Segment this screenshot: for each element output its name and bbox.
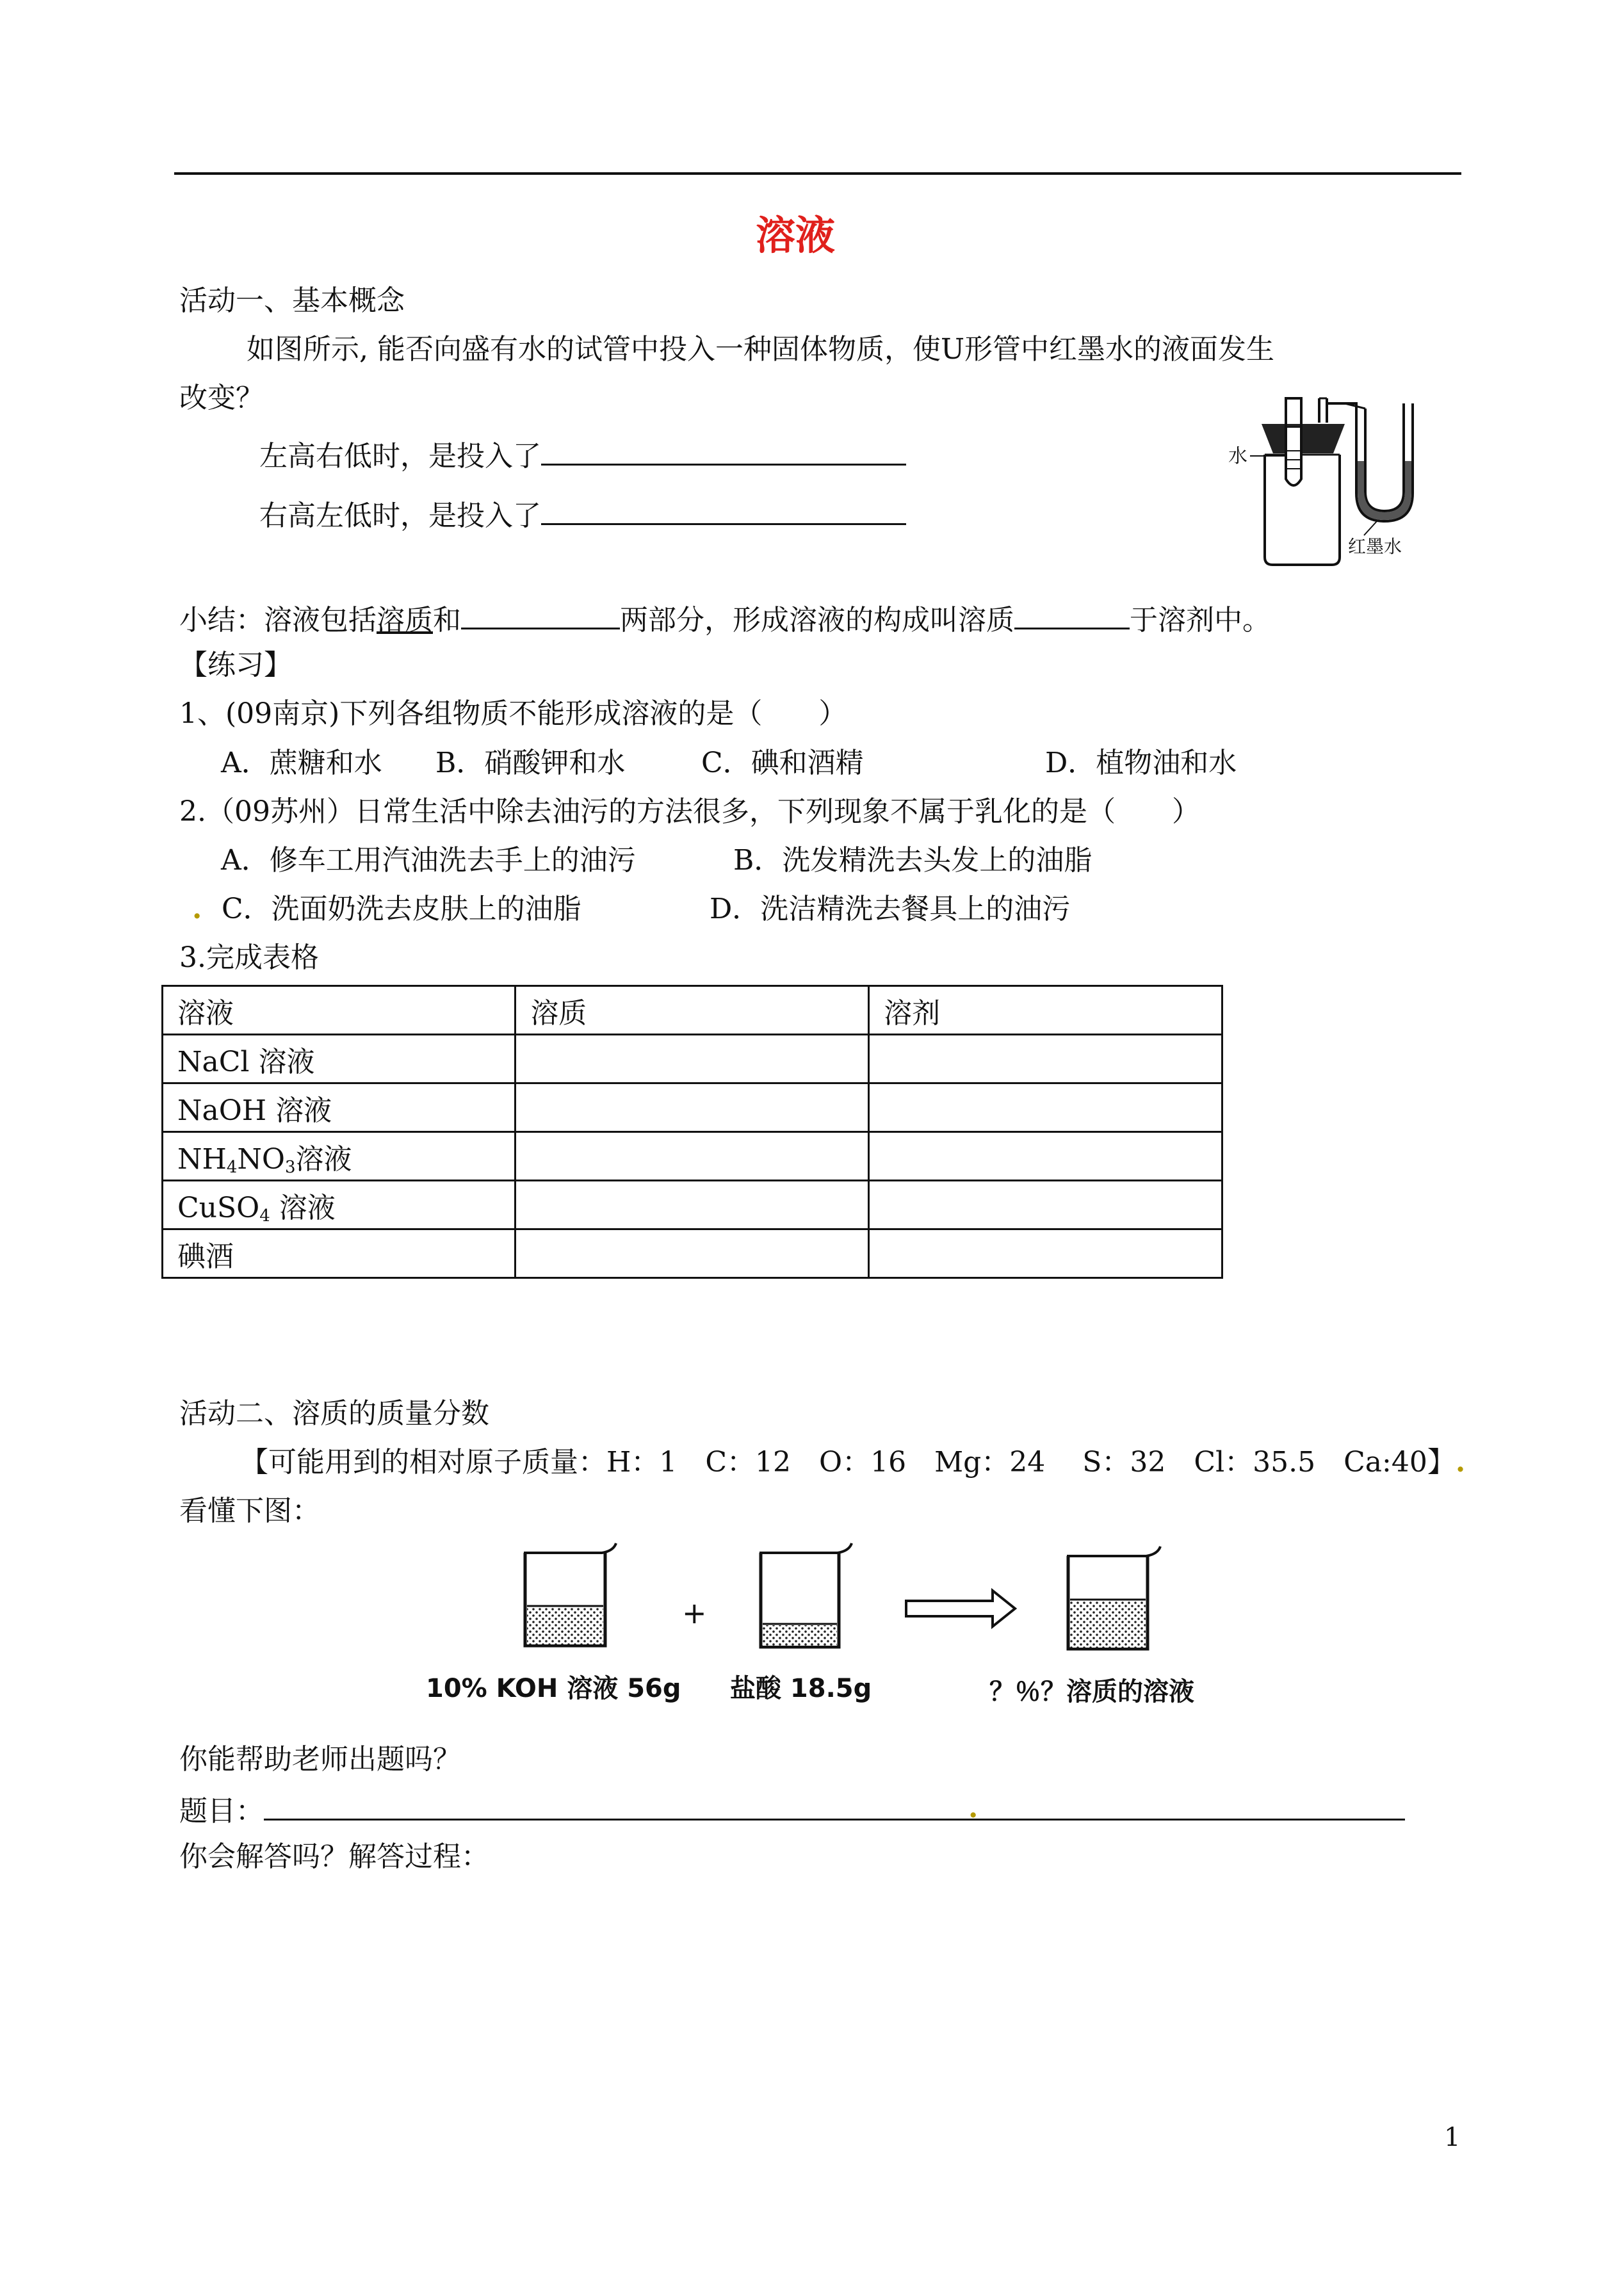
beaker-2 (759, 1543, 852, 1647)
question1: 1、(09南京)下列各组物质不能形成溶液的是（ ） (179, 697, 847, 730)
summary-and: 和 (433, 604, 461, 637)
blank2-answer-line[interactable] (541, 495, 906, 525)
table-cell-solution (163, 1083, 516, 1132)
formula-suffix: 溶液 (275, 1094, 332, 1127)
table-row (163, 1035, 1222, 1083)
formula-suffix: 溶液 (295, 1142, 352, 1176)
summary-end: 于溶剂中。 (1130, 604, 1271, 637)
beaker-3 (1067, 1546, 1160, 1649)
summary-blank1[interactable] (461, 599, 620, 629)
table-cell-solution (163, 1132, 516, 1181)
topic-label: 题目： (179, 1795, 264, 1828)
question2: 2.（09苏州）日常生活中除去油污的方法很多，下列现象不属于乳化的是（ ） (179, 795, 1200, 828)
margin-dot-mark: . (192, 893, 222, 925)
table-header-row (163, 986, 1222, 1035)
reaction-arrow-icon (906, 1591, 1015, 1626)
table-cell-solvent-input[interactable] (869, 1083, 1222, 1132)
table-cell-solvent-input[interactable] (869, 1229, 1222, 1278)
blank2-row (259, 495, 906, 534)
summary-prefix: 小结：溶液包括 (179, 604, 377, 637)
water-label: 水 (1228, 445, 1247, 467)
summary-solute: 溶质 (377, 604, 433, 637)
blank1-row (259, 435, 906, 474)
table-cell-solution (163, 1229, 516, 1278)
result-label: ？％？溶质的溶液 (989, 1677, 1194, 1707)
table-row (163, 1132, 1222, 1181)
summary-line (179, 599, 1271, 638)
q1-option-c: C．碘和酒精 (701, 747, 864, 779)
table-row (163, 1181, 1222, 1229)
beaker-reaction-diagram (410, 1537, 1242, 1716)
formula-subscript2: 3 (285, 1157, 296, 1177)
table-cell-solution (163, 1035, 516, 1083)
activity1-question-line1: 如图所示, 能否向盛有水的试管中投入一种固体物质，使U形管中红墨水的液面发生 (247, 333, 1275, 366)
table-header-solution: 溶液 (163, 986, 516, 1035)
see-diagram-label: 看懂下图： (179, 1495, 320, 1527)
formula-subscript: 4 (259, 1206, 270, 1226)
table-cell-solute-input[interactable] (516, 1035, 869, 1083)
table-header-solvent: 溶剂 (869, 986, 1222, 1035)
help-teacher-prompt: 你能帮助老师出题吗？ (179, 1743, 461, 1776)
formula: 碘酒 (177, 1240, 234, 1273)
blank2-label: 右高左低时，是投入了 (259, 499, 541, 532)
formula: NaCl (177, 1045, 250, 1078)
q2-option-c: C．洗面奶洗去皮肤上的油脂 (221, 893, 581, 925)
formula-part2: NO (237, 1142, 285, 1176)
topic-row (179, 1790, 1405, 1829)
red-ink-label: 红墨水 (1348, 536, 1402, 557)
table-cell-solution (163, 1181, 516, 1229)
q1-option-a: A．蔗糖和水 (221, 747, 382, 779)
formula-suffix: 溶液 (258, 1045, 315, 1078)
table-header-solute: 溶质 (516, 986, 869, 1035)
beaker-1 (524, 1543, 616, 1646)
formula-subscript: 4 (226, 1157, 238, 1177)
plus-sign: + (682, 1596, 707, 1630)
formula: CuSO (177, 1191, 260, 1224)
q2-option-b: B．洗发精洗去头发上的油脂 (733, 844, 1092, 877)
table-cell-solute-input[interactable] (516, 1132, 869, 1181)
u-tube-apparatus-figure (1217, 384, 1441, 570)
q2-option-d: D．洗洁精洗去餐具上的油污 (710, 893, 1071, 925)
table-cell-solute-input[interactable] (516, 1083, 869, 1132)
q1-option-b: B．硝酸钾和水 (435, 747, 626, 779)
q1-option-d: D．植物油和水 (1045, 747, 1237, 779)
topic-answer-line[interactable] (264, 1790, 1405, 1824)
q2-option-c-row (192, 891, 581, 927)
margin-dot-mark: . (968, 1792, 978, 1824)
formula: NaOH (177, 1094, 267, 1127)
activity1-heading: 活动一、基本概念 (179, 284, 405, 317)
beaker1-label: 10% KOH 溶液 56g (426, 1674, 681, 1703)
q2-option-a: A．修车工用汽油洗去手上的油污 (221, 844, 636, 877)
table-cell-solute-input[interactable] (516, 1229, 869, 1278)
summary-blank2[interactable] (1014, 599, 1130, 629)
table-cell-solute-input[interactable] (516, 1181, 869, 1229)
summary-mid: 两部分，形成溶液的构成叫溶质 (620, 604, 1014, 637)
practice-heading: 【练习】 (179, 649, 292, 681)
activity1-question-line2: 改变？ (179, 382, 264, 414)
table-cell-solvent-input[interactable] (869, 1181, 1222, 1229)
solution-table (161, 985, 1223, 1279)
header-rule (174, 172, 1461, 175)
question3: 3.完成表格 (179, 941, 319, 974)
atomic-masses-row (240, 1445, 1465, 1480)
page-number: 1 (1444, 2123, 1461, 2152)
page-title: 溶液 (756, 212, 836, 259)
beaker2-label: 盐酸 18.5g (730, 1674, 872, 1703)
margin-dot-mark: . (1455, 1446, 1466, 1479)
answer-prompt: 你会解答吗？解答过程： (179, 1840, 489, 1873)
formula-suffix: 溶液 (279, 1191, 336, 1224)
activity2-heading: 活动二、溶质的质量分数 (179, 1397, 489, 1430)
blank1-label: 左高右低时，是投入了 (259, 440, 541, 473)
blank1-answer-line[interactable] (541, 435, 906, 466)
table-row (163, 1083, 1222, 1132)
table-row (163, 1229, 1222, 1278)
table-cell-solvent-input[interactable] (869, 1035, 1222, 1083)
formula: NH (177, 1142, 227, 1176)
atomic-masses: 【可能用到的相对原子质量：H：1 C：12 O：16 Mg：24 S：32 Cl：35.5 Ca:40】 (240, 1446, 1456, 1479)
table-cell-solvent-input[interactable] (869, 1132, 1222, 1181)
